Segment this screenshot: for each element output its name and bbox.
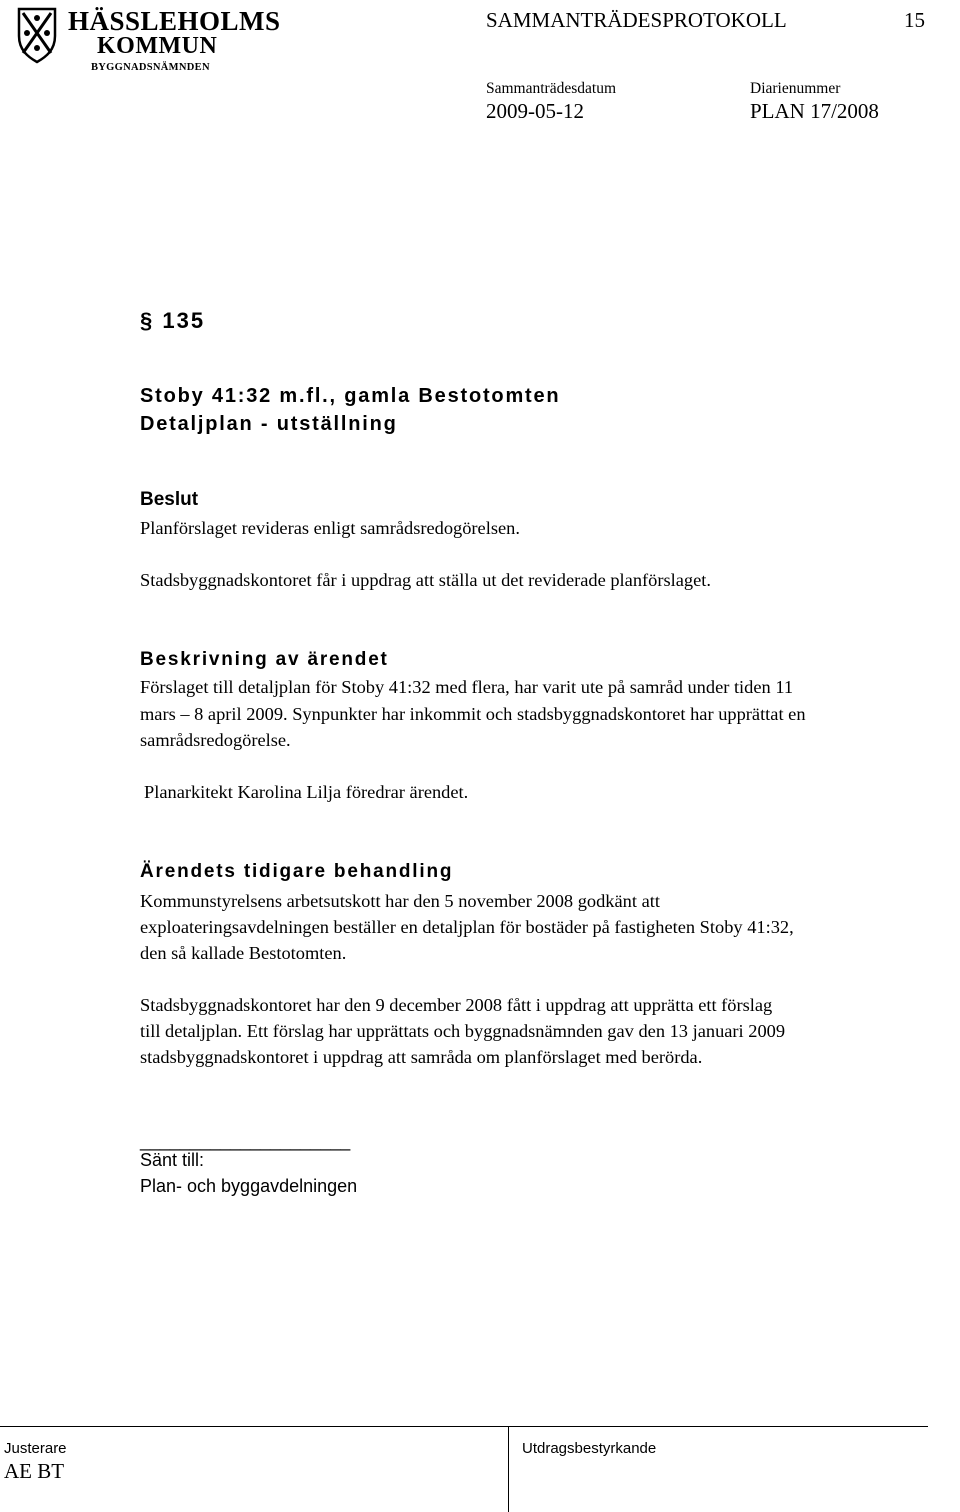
tidigare-line: den så kallade Bestotomten.	[140, 943, 347, 963]
tidigare-line: Stadsbyggnadskontoret har den 9 december 2008 fått i uppdrag att upprätta ett förslag	[140, 995, 773, 1015]
diary-number-label: Diarienummer	[750, 80, 841, 97]
utdragsbestyrkande-label: Utdragsbestyrkande	[522, 1440, 657, 1457]
meeting-date-label: Sammanträdesdatum	[486, 80, 616, 97]
sent-to-rule: _____________________	[140, 1131, 351, 1151]
sent-to-label: Sänt till:	[140, 1150, 205, 1170]
beskrivning-line: Planarkitekt Karolina Lilja föredrar ärendet.	[144, 782, 469, 802]
item-title: Stoby 41:32 m.fl., gamla Bestotomten	[140, 385, 561, 407]
sent-to-recipient: Plan- och byggavdelningen	[140, 1176, 358, 1196]
justerare-label: Justerare	[4, 1440, 67, 1457]
document-title: SAMMANTRÄDESPROTOKOLL	[486, 8, 787, 32]
tidigare-line: Kommunstyrelsens arbetsutskott har den 5 november 2008 godkänt att	[140, 891, 660, 911]
beskrivning-line: samrådsredogörelse.	[140, 730, 291, 750]
beskrivning-line: mars – 8 april 2009. Synpunkter har inkommit och stadsbyggnadskontoret har upprättat en	[140, 704, 806, 724]
section-heading-tidigare-behandling: Ärendets tidigare behandling	[140, 861, 454, 882]
footer-divider	[0, 1426, 928, 1427]
paragraph-number: § 135	[140, 308, 206, 333]
tidigare-line: stadsbyggnadskontoret i uppdrag att samråda om planförslaget med berörda.	[140, 1047, 703, 1067]
tidigare-line: exploateringsavdelningen beställer en detaljplan för bostäder på fastigheten Stoby 41:32,	[140, 917, 794, 937]
footer-column-divider	[508, 1426, 509, 1512]
justerare-initials: AE BT	[4, 1459, 65, 1483]
beslut-paragraph: Planförslaget revideras enligt samrådsredogörelsen.	[140, 518, 520, 538]
tidigare-line: till detaljplan. Ett förslag har upprättats och byggnadsnämnden gav den 13 januari 2009	[140, 1021, 786, 1041]
page-number: 15	[904, 8, 925, 32]
logo-kommun: KOMMUN	[97, 33, 218, 59]
diary-number: PLAN 17/2008	[750, 99, 879, 123]
section-heading-beskrivning: Beskrivning av ärendet	[140, 649, 389, 670]
item-subtitle: Detaljplan - utställning	[140, 413, 398, 435]
meeting-date: 2009-05-12	[486, 99, 584, 123]
logo-department: BYGGNADSNÄMNDEN	[91, 62, 210, 73]
beskrivning-line: Förslaget till detaljplan för Stoby 41:32 med flera, har varit ute på samråd under tiden 11	[140, 677, 794, 697]
municipal-crest-icon	[16, 6, 58, 64]
logo-municipality-name: HÄSSLEHOLMS	[68, 6, 281, 36]
beslut-paragraph: Stadsbyggnadskontoret får i uppdrag att ställa ut det reviderade planförslaget.	[140, 570, 711, 590]
section-heading-beslut: Beslut	[140, 489, 199, 510]
